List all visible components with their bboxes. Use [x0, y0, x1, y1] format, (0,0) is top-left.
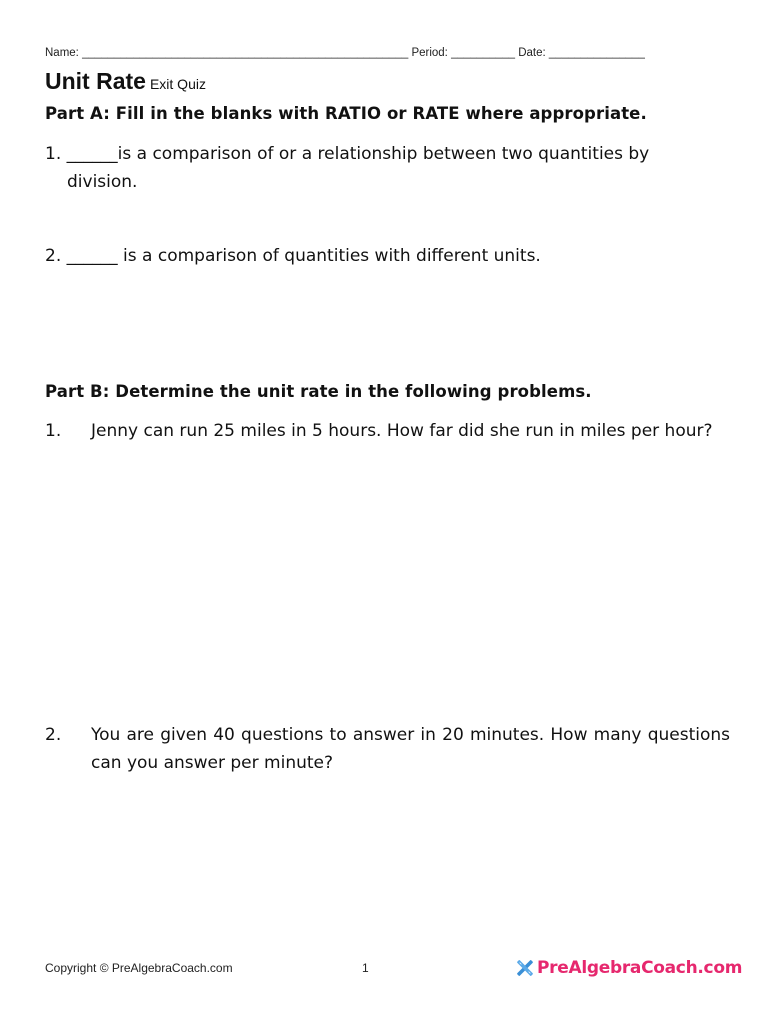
part-b-question-2: [45, 721, 730, 777]
student-info-line: Name: ___________________________________________________ Period: __________ Date: _______________: [45, 47, 645, 59]
title-main: Unit Rate: [45, 68, 146, 94]
question-text-line-1: ______ is a comparison of quantities with different units.: [66, 246, 541, 266]
brand-logo: [516, 958, 742, 978]
question-text-line-2: division.: [67, 172, 138, 192]
logo-text: PreAlgebraCoach.com: [537, 958, 743, 978]
question-text: Jenny can run 25 miles in 5 hours. How far did she run in miles per hour?: [91, 421, 713, 441]
question-number: 2.: [45, 246, 62, 266]
title-sub: Exit Quiz: [149, 76, 206, 92]
part-b-heading: Part B: Determine the unit rate in the following problems.: [45, 382, 592, 401]
question-text-line-1: ______is a comparison of or a relationship between two quantities by: [66, 144, 650, 164]
part-a-question-1: [45, 140, 735, 196]
question-text: You are given 40 questions to answer in 20 minutes. How many questions can you answer per minute?: [91, 725, 730, 773]
pencil-ruler-cross-icon: [516, 959, 534, 977]
part-a-question-2: [45, 242, 735, 270]
question-number: 2.: [45, 725, 62, 745]
question-number: 1.: [45, 421, 62, 441]
part-b-question-1: [45, 417, 730, 445]
question-number: 1.: [45, 144, 62, 164]
page-number: 1: [362, 961, 369, 975]
part-a-heading: Part A: Fill in the blanks with RATIO or RATE where appropriate.: [45, 104, 647, 123]
page-title: [45, 68, 206, 95]
copyright-notice: Copyright © PreAlgebraCoach.com: [45, 961, 233, 975]
